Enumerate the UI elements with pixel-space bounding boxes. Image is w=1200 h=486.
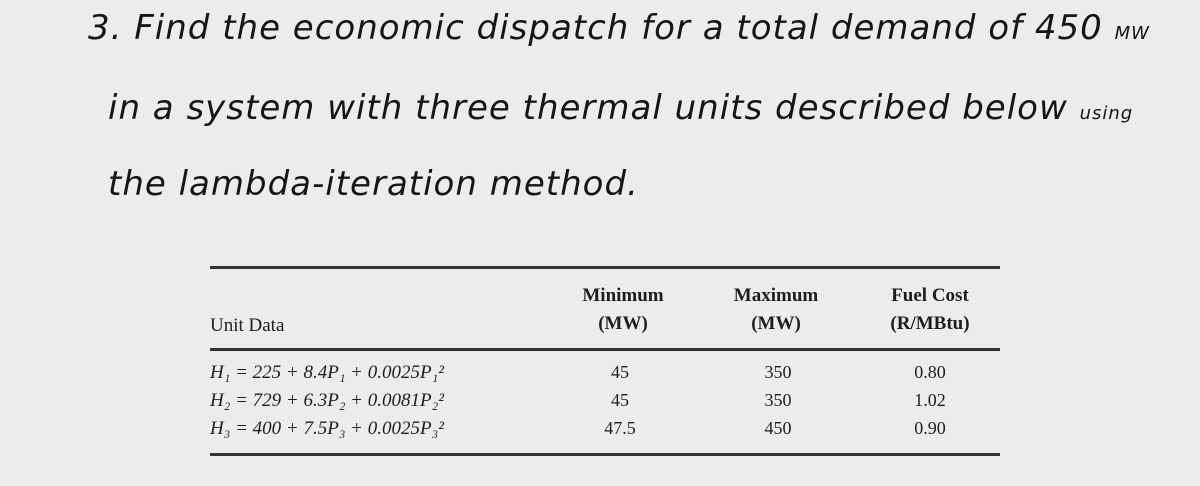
table-bottom-rule <box>210 453 1000 456</box>
header-unit-data: Unit Data <box>210 315 285 336</box>
table-row-3-fuel: 0.90 <box>914 418 946 438</box>
problem-line-3: the lambda-iteration method. <box>108 164 639 204</box>
header-maximum-unit: (MW) <box>751 313 801 334</box>
table-row-1-equation: H₁ = 225 + 8.4P₁ + 0.0025P₁² <box>210 362 444 383</box>
header-fuel-cost-unit: (R/MBtu) <box>890 313 970 334</box>
header-fuel-cost <box>870 282 990 338</box>
header-minimum-label: Minimum <box>582 285 664 306</box>
header-maximum-label: Maximum <box>733 285 819 306</box>
table-top-rule <box>210 266 1000 269</box>
table-row-2-equation: H₂ = 729 + 6.3P₂ + 0.0081P₂² <box>210 390 444 411</box>
table-row-2-min: 45 <box>611 390 629 410</box>
table-row-1-fuel: 0.80 <box>914 362 946 382</box>
header-maximum <box>716 282 836 338</box>
header-fuel-cost-label: Fuel Cost <box>891 285 969 306</box>
table-header-rule <box>210 348 1000 351</box>
table-row-3-max: 450 <box>764 418 792 438</box>
problem-unit-mw: MW <box>1114 23 1150 44</box>
problem-line-1-text: 3. Find the economic dispatch for a total demand of 450 <box>88 8 1103 48</box>
problem-line-2 <box>108 88 1133 128</box>
header-minimum <box>568 282 678 338</box>
table-row-1-min: 45 <box>611 362 629 382</box>
table-row-2-max: 350 <box>764 390 792 410</box>
problem-line-1 <box>88 8 1150 48</box>
table-row-3-equation: H₃ = 400 + 7.5P₃ + 0.0025P₃² <box>210 418 444 439</box>
table-row-3-min: 47.5 <box>604 418 636 438</box>
header-minimum-unit: (MW) <box>598 313 648 334</box>
table-row-1-max: 350 <box>764 362 792 382</box>
problem-line-2-end: using <box>1079 103 1134 124</box>
problem-line-2-text: in a system with three thermal units described below <box>108 88 1068 128</box>
table-row-2-fuel: 1.02 <box>914 390 946 410</box>
